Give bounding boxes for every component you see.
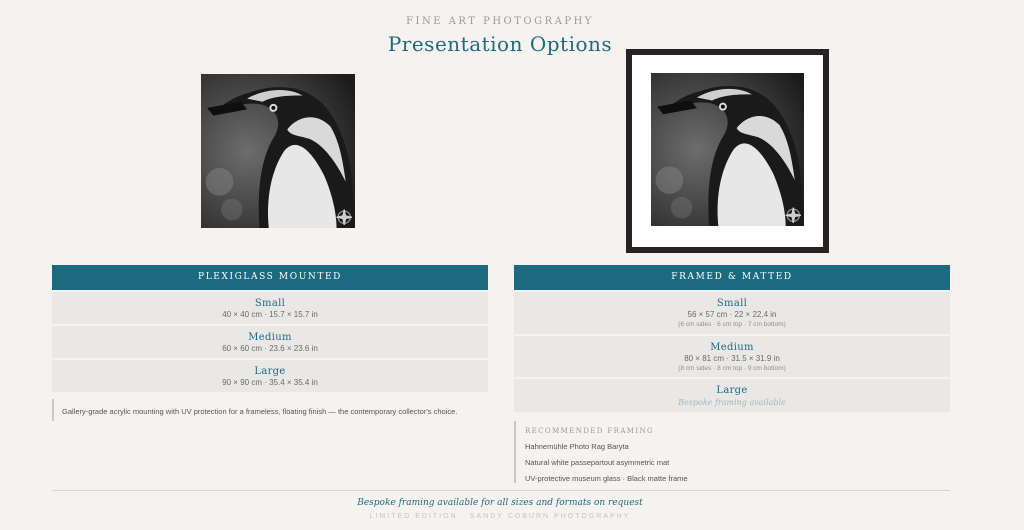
passepartout-mat — [632, 55, 823, 247]
recommended-item: UV-protective museum glass · Black matte frame — [525, 474, 688, 483]
framed-heading: FRAMED & MATTED — [514, 265, 950, 290]
plexi-size-medium[interactable] — [52, 324, 488, 358]
framed-photo — [651, 73, 804, 226]
framed-photo-frame — [626, 49, 829, 253]
recommended-item: Hahnemühle Photo Rag Baryta — [525, 442, 629, 451]
size-dims: 40 × 40 cm · 15.7 × 15.7 in — [222, 310, 318, 319]
footer-credit: LIMITED EDITION · SANDY COBURN PHOTOGRAPHY — [369, 513, 631, 520]
footer-bespoke-note: Bespoke framing available for all sizes and formats on request — [357, 498, 643, 508]
page-title: Presentation Options — [387, 32, 613, 56]
plexiglass-heading: PLEXIGLASS MOUNTED — [52, 265, 488, 290]
size-mat-note: (6 cm sides · 6 cm top · 7 cm bottom) — [678, 321, 786, 328]
size-name: Large — [716, 385, 748, 396]
framed-panel — [514, 265, 950, 412]
plexi-size-small[interactable] — [52, 290, 488, 324]
size-name: Large — [254, 366, 286, 377]
size-dims: 80 × 81 cm · 31.5 × 31.9 in — [684, 354, 780, 363]
size-name: Small — [254, 298, 286, 309]
recommended-item: Natural white passepartout asymmetric mat — [525, 458, 670, 467]
size-mat-note: (8 cm sides · 8 cm top · 9 cm bottom) — [678, 365, 786, 372]
footer-divider — [52, 490, 950, 491]
bespoke-note: Bespoke framing available — [678, 398, 786, 407]
plexiglass-photo — [201, 74, 355, 228]
size-dims: 90 × 90 cm · 35.4 × 35.4 in — [222, 378, 318, 387]
plexi-size-large[interactable] — [52, 358, 488, 392]
recommended-framing — [514, 421, 950, 483]
framed-size-large[interactable] — [514, 377, 950, 412]
page-eyebrow: FINE ART PHOTOGRAPHY — [406, 16, 594, 27]
size-name: Small — [716, 298, 748, 309]
plexiglass-panel — [52, 265, 488, 392]
size-dims: 60 × 60 cm · 23.6 × 23.6 in — [222, 344, 318, 353]
size-dims: 56 × 57 cm · 22 × 22.4 in — [687, 310, 777, 319]
recommended-title: RECOMMENDED FRAMING — [525, 427, 655, 435]
framed-size-small[interactable] — [514, 290, 950, 334]
size-name: Medium — [710, 342, 754, 353]
size-name: Medium — [248, 332, 292, 343]
framed-size-medium[interactable] — [514, 334, 950, 377]
plexiglass-description: Gallery-grade acrylic mounting with UV protection for a frameless, floating finish — the contemporary collector's choice. — [52, 399, 488, 421]
